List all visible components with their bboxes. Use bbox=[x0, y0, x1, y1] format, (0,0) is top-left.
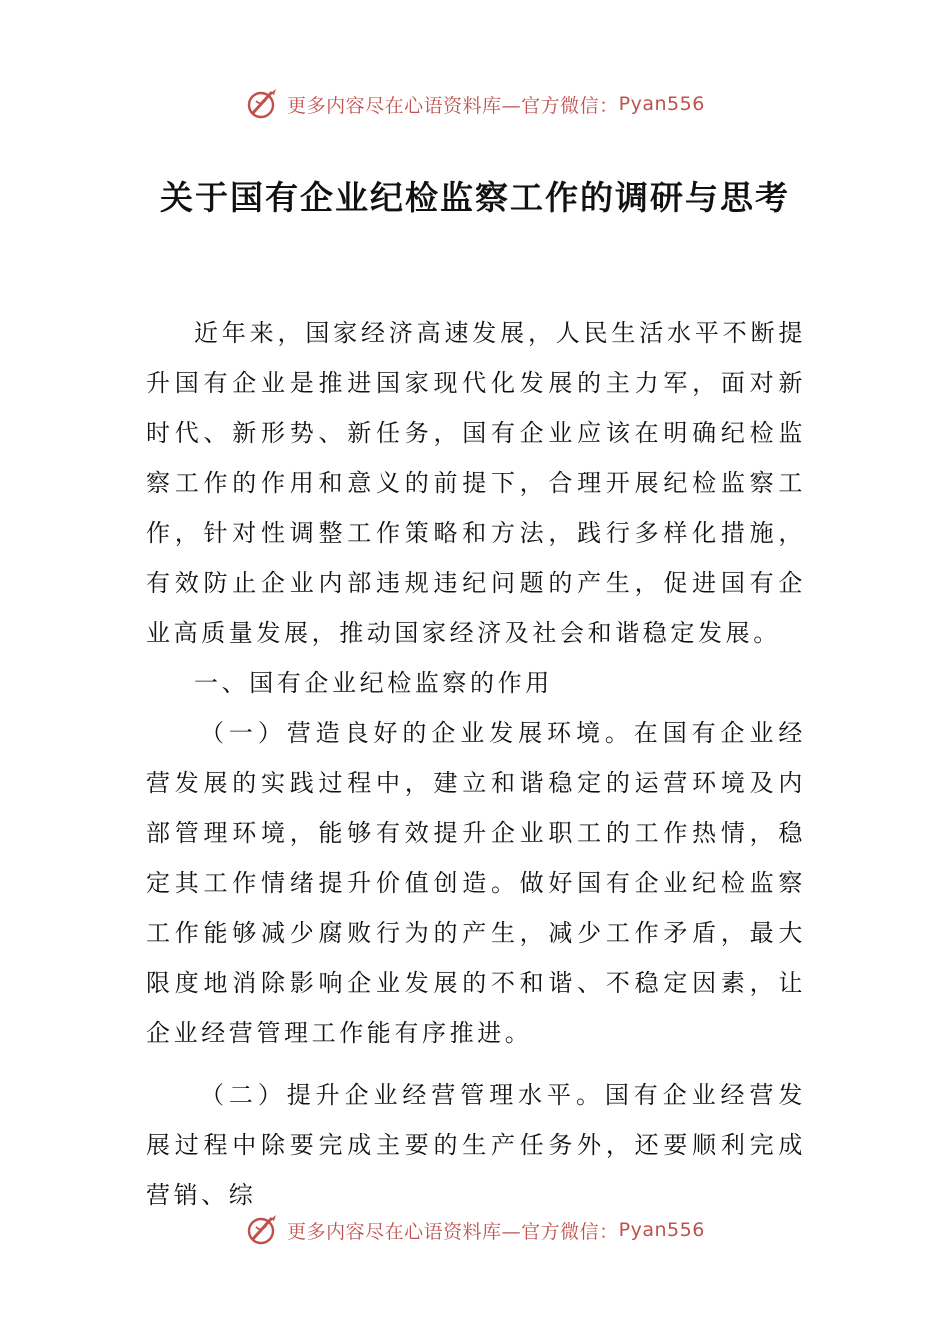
pen-circle-icon bbox=[245, 1212, 281, 1248]
section-heading: 一、国有企业纪检监察的作用 bbox=[194, 669, 553, 697]
wechat-id: Pyan556 bbox=[618, 93, 705, 115]
subsection-paragraph: （二）提升企业经营管理水平。国有企业经营发展过程中除要完成主要的生产任务外，还要顺利完成营销、综 bbox=[146, 1081, 806, 1209]
intro-paragraph: 近年来，国家经济高速发展，人民生活水平不断提升国有企业是推进国家现代化发展的主力军，面对新时代、新形势、新任务，国有企业应该在明确纪检监察工作的作用和意义的前提下，合理开展纪检监察工作，针对性调整工作策略和方法，践行多样化措施，有效防止企业内部违规违纪问题的产生，促进国有企业高质量发展，推动国家经济及社会和谐稳定发展。 bbox=[146, 319, 806, 647]
footer-banner bbox=[0, 1208, 950, 1252]
banner-text: 更多内容尽在心语资料库—官方微信： bbox=[287, 1220, 619, 1243]
document-body bbox=[146, 308, 806, 1220]
header-banner bbox=[0, 82, 950, 126]
subsection-paragraph: （一）营造良好的企业发展环境。在国有企业经营发展的实践过程中，建立和谐稳定的运营环境及内部管理环境，能够有效提升企业职工的工作热情，稳定其工作情绪提升价值创造。做好国有企业纪检监察工作能够减少腐败行为的产生，减少工作矛盾，最大限度地消除影响企业发展的不和谐、不稳定因素，让企业经营管理工作能有序推进。 bbox=[146, 719, 806, 1047]
pen-circle-icon bbox=[245, 86, 281, 122]
banner-text: 更多内容尽在心语资料库—官方微信： bbox=[287, 94, 619, 117]
document-title: 关于国有企业纪检监察工作的调研与思考 bbox=[160, 178, 790, 217]
wechat-id: Pyan556 bbox=[618, 1219, 705, 1241]
